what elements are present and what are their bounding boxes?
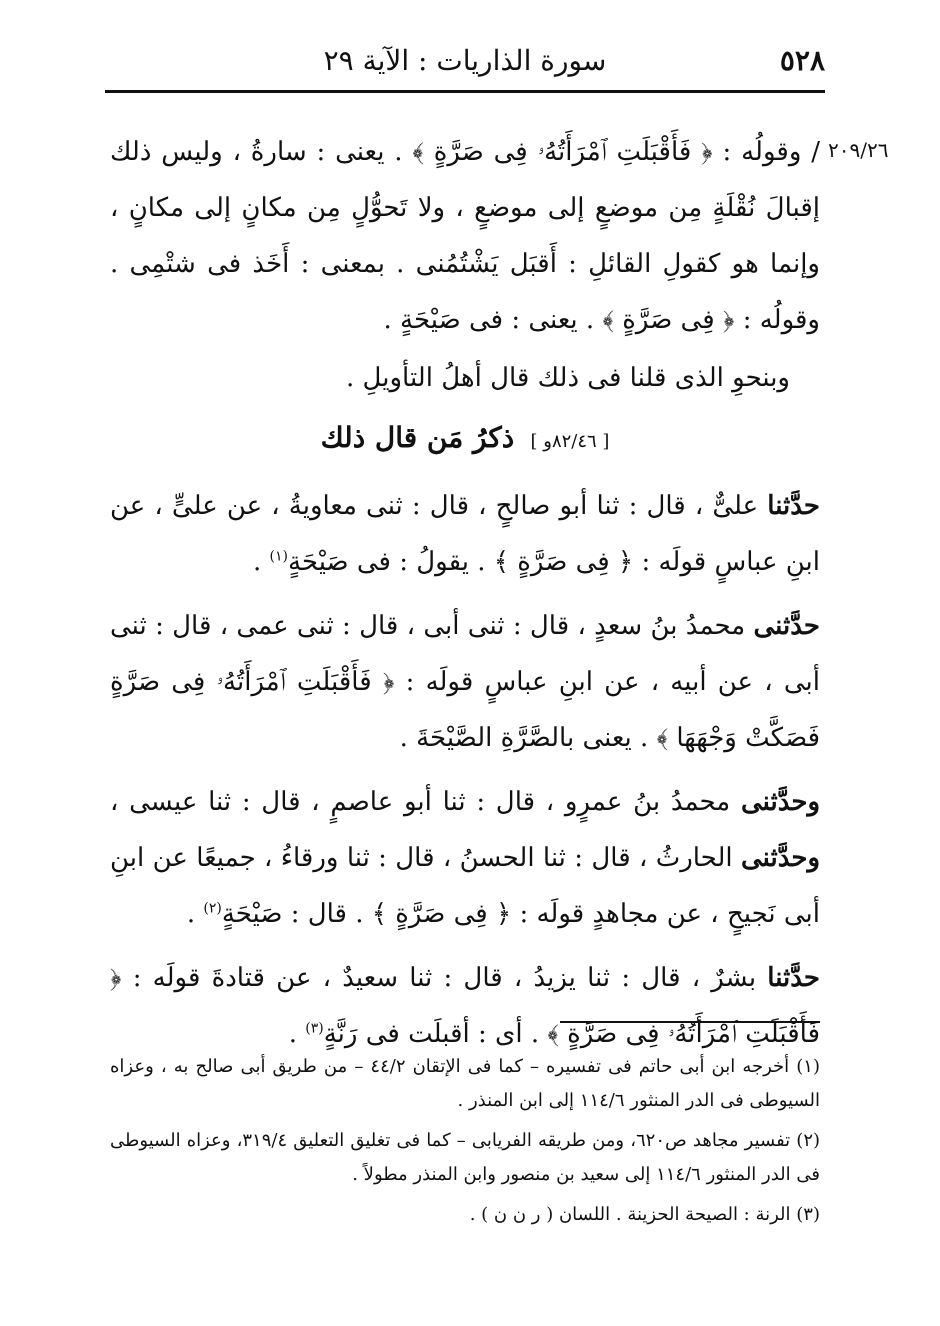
footnotes — [110, 1050, 820, 1238]
hadith-2-lead: حدَّثنى — [753, 611, 820, 641]
hadith-4 — [110, 950, 820, 1062]
footnote-marker-2: (٢) — [203, 900, 222, 917]
hadith-3-text-b: الحارثُ ، قال : ثنا الحسنُ ، قال : ثنا ورقاءُ ، جميعًا عن ابنِ أبى نَجيحٍ ، عن مجاهدٍ قولَه : ﴿ فِى صَرَّةٍ ﴾ . قال : صَيْحَةٍ — [110, 843, 820, 929]
hadith-3 — [110, 774, 820, 942]
running-title: سورة الذاريات : الآية ٢٩ — [323, 44, 607, 77]
footnote-1: (١) أخرجه ابن أبى حاتم فى تفسيره – كما فى الإتقان ٤٤/٢ – من طريق أبى صالح به ، وعزاه السيوطى فى الدر المنثور ١١٤/٦ إلى ابن المنذر . — [110, 1056, 820, 1111]
hadith-1-lead: حدَّثنا — [767, 491, 820, 521]
page-header — [105, 40, 825, 84]
footnote-2: (٢) تفسير مجاهد ص٦٢٠، ومن طريقه الفريابى – كما فى تغليق التعليق ٣١٩/٤، وعزاه السيوطى فى الدر المنثور ١١٤/٦ إلى سعيد بن منصور وابن المنذر مطولاً . — [110, 1130, 821, 1185]
footnote-marker-1: (١) — [269, 548, 288, 565]
hadith-4-end: . — [288, 1019, 306, 1049]
hadith-1-text: علىٌّ ، قال : ثنا أبو صالحٍ ، قال : ثنى معاويةُ ، عن علىٍّ ، عن ابنِ عباسٍ قولَه : ﴿ فِى صَرَّةٍ ﴾ . يقولُ : فى صَيْحَةٍ — [110, 491, 820, 577]
hadith-4-lead: حدَّثنا — [767, 963, 820, 993]
hadith-2-text: محمدُ بنُ سعدٍ ، قال : ثنى أبى ، قال : ثنى عمى ، قال : ثنى أبى ، عن أبيه ، عن ابنِ عباسٍ قولَه : ﴿ فَأَقْبَلَتِ ٱمْرَأَتُهُۥ فِى صَرَّةٍ فَصَكَّتْ وَجْهَهَا ﴾ . يعنى بالصَّرَّةِ الصَّيْحَةَ . — [110, 611, 820, 753]
footnote-rule — [560, 1021, 820, 1023]
paragraph-1: / وقولُه : ﴿ فَأَقْبَلَتِ ٱمْرَأَتُهُۥ فِى صَرَّةٍ ﴾ . يعنى : سارةُ ، وليس ذلك إقبالَ نُقْلَةٍ مِن موضعٍ إلى موضعٍ ، ولا تَحوُّلٍ مِن مكانٍ إلى مكانٍ ، وإنما هو كقولِ القائلِ : أَقبَل يَشْتُمُنى . بمعنى : أَخَذ فى شتْمِى . وقولُه : ﴿ فِى صَرَّةٍ ﴾ . يعنى : فى صَيْحَةٍ . — [110, 137, 820, 335]
hadith-3-lead: وحدَّثنى — [740, 787, 820, 817]
footnote-3: (٣) الرنة : الصيحة الحزينة . اللسان ( ر ن ن ) . — [469, 1204, 820, 1225]
main-text — [110, 124, 820, 1062]
hadith-3-lead-2: وحدَّثنى — [740, 843, 820, 873]
margin-reference: ٢٠٩/٢٦ — [828, 138, 889, 162]
footnote-marker-3: (٣) — [305, 1020, 324, 1037]
hadith-1 — [110, 478, 820, 590]
section-heading — [110, 410, 820, 470]
hadith-3-end: . — [186, 899, 204, 929]
header-rule — [105, 90, 825, 93]
hadith-4-text: بشرٌ ، قال : ثنا يزيدُ ، قال : ثنا سعيدٌ ، عن قتادةَ قولَه : ﴿ فَأَقْبَلَتِ ٱمْرَأَتُهُۥ فِى صَرَّةٍ ﴾ . أى : أقبلَت فى رَنَّةٍ — [110, 963, 820, 1049]
section-heading-text: ذكرُ مَن قال ذلك — [320, 421, 515, 454]
paragraph-2: وبنحوِ الذى قلنا فى ذلك قال أهلُ التأويلِ . — [346, 363, 790, 393]
folio-reference: [ ٨٢/٤٦و ] — [530, 431, 610, 452]
hadith-2 — [110, 598, 820, 766]
hadith-1-end: . — [252, 547, 270, 577]
page-number: ٥٢٨ — [779, 44, 825, 77]
hadith-3-text-a: محمدُ بنُ عمرٍو ، قال : ثنا أبو عاصمٍ ، قال : ثنا عيسى ، — [110, 787, 741, 817]
